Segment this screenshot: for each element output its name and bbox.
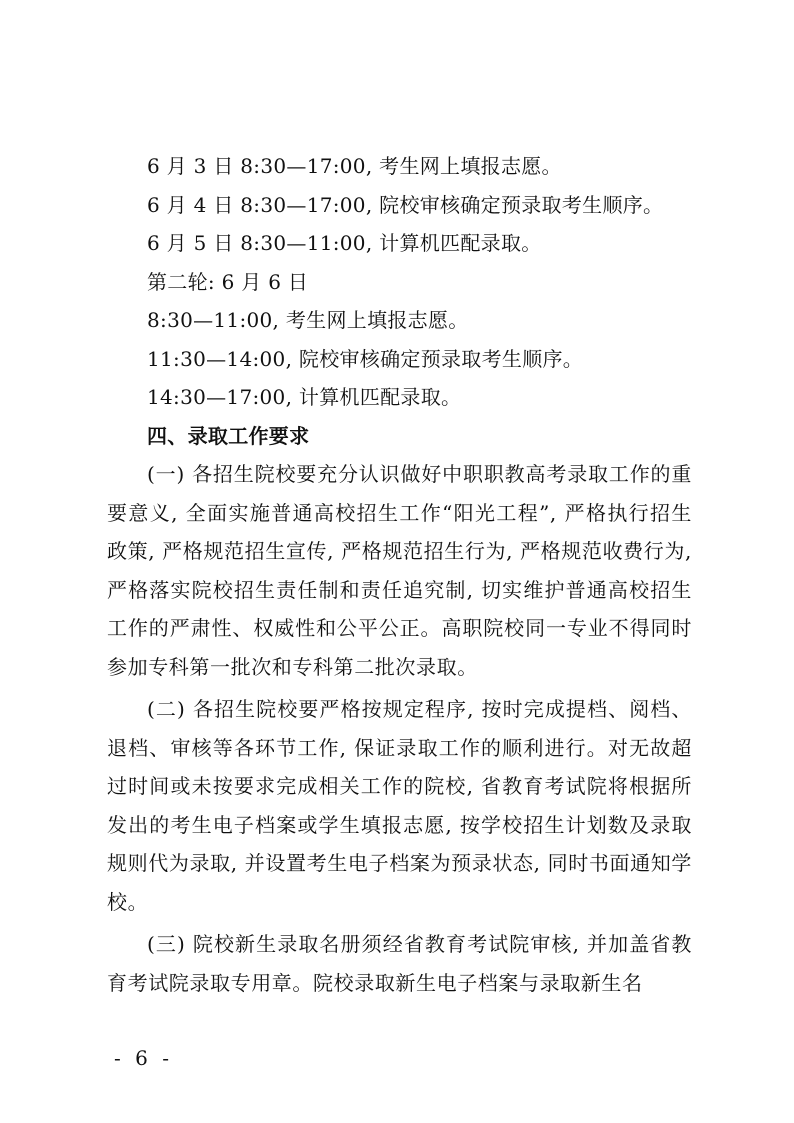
schedule-line-6: 11:30—14:00, 院校审核确定预录取考生顺序。 <box>147 346 584 371</box>
document-body <box>107 147 692 1002</box>
page-number: - 6 - <box>114 1046 173 1070</box>
paragraph-3: (三) 院校新生录取名册须经省教育考试院审核, 并加盖省教育考试院录取专用章。院校录取新生电子档案与录取新生名 <box>107 932 692 995</box>
schedule-line-7: 14:30—17:00, 计算机匹配录取。 <box>147 385 462 409</box>
schedule-line-3: 6 月 5 日 8:30—11:00, 计算机匹配录取。 <box>147 231 542 255</box>
schedule-line-round-two: 第二轮: 6 月 6 日 <box>147 269 309 294</box>
paragraph-2: (二) 各招生院校要严格按规定程序, 按时完成提档、阅档、退档、审核等各环节工作, 保证录取工作的顺利进行。对无故超过时间或未按要求完成相关工作的院校, 省教育考试院将根据所发出的考生电子档案或学生填报志愿, 按学校招生计划数及录取规则代为录取, 并设置考生电子档案为预录状态, 同时书面通知学校。 <box>107 697 692 914</box>
section-heading: 四、录取工作要求 <box>147 423 310 448</box>
schedule-line-2: 6 月 4 日 8:30—17:00, 院校审核确定预录取考生顺序。 <box>147 192 664 217</box>
schedule-line-5: 8:30—11:00, 考生网上填报志愿。 <box>147 308 469 332</box>
paragraph-1: (一) 各招生院校要充分认识做好中职职教高考录取工作的重要意义, 全面实施普通高校招生工作“阳光工程”, 严格执行招生政策, 严格规范招生宣传, 严格规范招生行为, 严格规范收费行为, 严格落实院校招生责任制和责任追究制, 切实维护普通高校招生工作的严肃性、权威性和公平公正。高职院校同一专业不得同时参加专科第一批次和专科第二批次录取。 <box>107 462 692 679</box>
schedule-line-1: 6 月 3 日 8:30—17:00, 考生网上填报志愿。 <box>147 154 562 178</box>
